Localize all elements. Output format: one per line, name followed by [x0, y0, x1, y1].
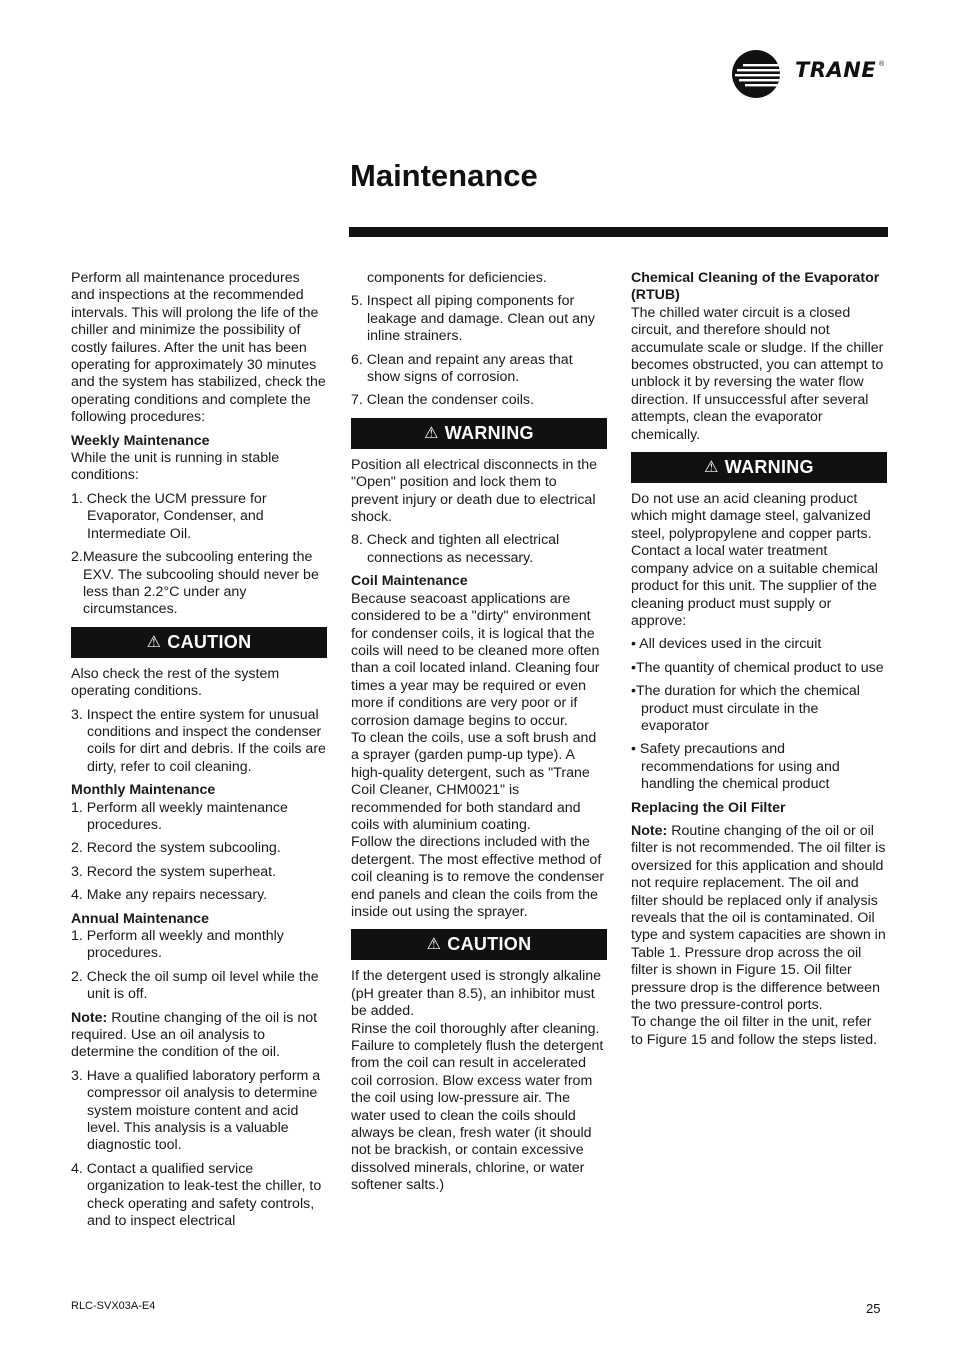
change-text: To change the oil filter in the unit, refer to Figure 15 and follow the steps listed. [631, 1014, 878, 1048]
trane-logo-icon [731, 49, 783, 99]
annual-item-8: 8. Check and tighten all electrical connections as necessary. [351, 532, 560, 566]
caution-text-2: Rinse the coil thoroughly after cleaning. Failure to completely flush the detergent from the coil can result in accelerated coil corrosion. Blow excess water from the coil using low-pressure air. The water used to clean the coils should always be clean, fresh water (it should not be brackish, or contain excessive dissolved minerals, chlorine, or water softener salts.) [351, 1020, 604, 1194]
annual-item-5: 5. Inspect all piping components for leakage and damage. Clean out any inline strainers. [351, 293, 595, 345]
coil-text-1: Because seacoast applications are considered to be a "dirty" environment for condenser coils, it is logical that the coils will need to be cleaned more often than a coil located inland. Cleaning four times a year may be required or even more if conditions are very poor or if corrosion damage begins to occur. [351, 590, 600, 729]
title-rule [349, 227, 888, 237]
annual-heading: Annual Maintenance [71, 910, 209, 927]
note-label-2: Note: [631, 822, 668, 839]
warning-triangle-icon: ⚠ [146, 633, 162, 651]
bullet-1: • All devices used in the circuit [631, 636, 822, 653]
monthly-item-4: 4. Make any repairs necessary. [71, 887, 268, 904]
column-1 [71, 270, 327, 1237]
bullet-4: • Safety precautions and recommendations for using and handling the chemical product [631, 741, 840, 793]
monthly-item-1: 1. Perform all weekly maintenance procedures. [71, 799, 288, 833]
coil-heading: Coil Maintenance [351, 573, 468, 590]
bullet-2: •The quantity of chemical product to use [631, 659, 884, 676]
registered-mark: ® [879, 61, 885, 68]
annual-item-6: 6. Clean and repaint any areas that show signs of corrosion. [351, 351, 573, 386]
coil-text-2: To clean the coils, use a soft brush and a sprayer (garden pump-up type). A high-quality detergent, such as "Trane Coil Cleaner, CHM0021" is recommended for both standard and coils with aluminium coating. [351, 729, 597, 833]
warning-triangle-icon: ⚠ [424, 424, 439, 442]
annual-item-3: 3. Have a qualified laboratory perform a compressor oil analysis to determine system moisture content and acid level. This analysis is a valuable diagnostic tool. [71, 1067, 321, 1154]
annual-item-7: 7. Clean the condenser coils. [351, 392, 534, 409]
monthly-item-3: 3. Record the system superheat. [71, 863, 277, 880]
chem-text: The chilled water circuit is a closed circuit, and therefore should not accumulate scale or sludge. If the chiller becomes obstructed, you can attempt to unblock it by reversing the water flow direction. If unsuccessful after several attempts, clean the evaporator chemically. [631, 304, 884, 443]
annual-note [71, 1010, 327, 1062]
oil-note [631, 823, 887, 1014]
weekly-item-3: 3. Inspect the entire system for unusual conditions and inspect the condenser coils for dirt and debris. If the coils are dirty, refer to coil cleaning. [71, 706, 326, 775]
annual-item-1: 1. Perform all weekly and monthly procedures. [71, 928, 284, 962]
column-3 [631, 270, 887, 1055]
monthly-item-2: 2. Record the system subcooling. [71, 840, 281, 857]
weekly-heading: Weekly Maintenance [71, 432, 210, 449]
column-2 [351, 270, 607, 1201]
annual-item-4: 4. Contact a qualified service organization to leak-test the chiller, to check operating and safety controls, and to inspect electrical [71, 1160, 322, 1230]
brand-name: TRANE [795, 58, 877, 82]
note-text-2: Routine changing of the oil or oil filter is not recommended. The oil filter is oversized for this application and should not require replacement. The oil and filter should be replaced only if analysis reveals that the oil is contaminated. Oil type and system capacities are shown in Table 1. Pressure drop across the oil filter is shown in Figure 15. Oil filter pressure drop is the difference between the two pressure-control ports. [631, 822, 886, 1014]
bullet-3: •The duration for which the chemical product must circulate in the evaporator [631, 683, 860, 734]
warning-banner-2 [631, 452, 887, 483]
note-text: Routine changing of the oil is not required. Use an oil analysis to determine the condition of the oil. [71, 1009, 318, 1061]
warning-label: WARNING [444, 422, 534, 443]
warning-text: Position all electrical disconnects in the "Open" position and lock them to prevent injury or death due to electrical shock. [351, 456, 598, 526]
warning-text-2: Contact a local water treatment company advice on a suitable chemical product for this unit. The supplier of the cleaning product must supply or approve: [631, 543, 878, 629]
weekly-item-1: 1. Check the UCM pressure for Evaporator, Condenser, and Intermediate Oil. [71, 490, 267, 542]
warning-banner [351, 418, 607, 449]
page-number: 25 [866, 1301, 881, 1316]
warning-triangle-icon: ⚠ [426, 936, 442, 954]
warning-text-1: Do not use an acid cleaning product which might damage steel, galvanized steel, polypropylene and copper parts. [631, 491, 872, 542]
weekly-intro: While the unit is running in stable conditions: [71, 450, 280, 484]
oil-heading: Replacing the Oil Filter [631, 799, 786, 816]
warning-triangle-icon: ⚠ [704, 458, 719, 476]
intro-text: Perform all maintenance procedures and inspections at the recommended intervals. This will prolong the life of the chiller and minimize the possibility of costly failures. After the unit has been operating for approximately 30 minutes and the system has stabilized, check the operating conditions and complete the following procedures: [71, 270, 326, 426]
annual-item-4-continued: components for deficiencies. [367, 270, 547, 286]
caution-banner-2 [351, 929, 607, 960]
warning-label-2: WARNING [724, 456, 814, 477]
chem-heading: Chemical Cleaning of the Evaporator (RTUB) [631, 270, 880, 304]
page-title: Maintenance [350, 158, 538, 193]
coil-text-3: Follow the directions included with the detergent. The most effective method of coil cleaning is to remove the condenser end panels and clean the coils from the inside out using the sprayer. [351, 834, 605, 920]
monthly-heading: Monthly Maintenance [71, 782, 216, 799]
caution-text-1: If the detergent used is strongly alkaline (pH greater than 8.5), an inhibitor must be added. [351, 968, 602, 1020]
note-label: Note: [71, 1009, 108, 1026]
annual-item-2: 2. Check the oil sump oil level while the unit is off. [71, 968, 319, 1003]
weekly-item-2: 2.Measure the subcooling entering the EXV. The subcooling should never be less than 2.2°C under any circumstances. [71, 549, 319, 618]
caution-label: CAUTION [167, 631, 252, 652]
caution-banner [71, 627, 327, 658]
caution-label-2: CAUTION [447, 934, 532, 955]
trane-logo [731, 49, 891, 99]
caution-text: Also check the rest of the system operating conditions. [71, 665, 280, 700]
doc-code: RLC-SVX03A-E4 [71, 1300, 156, 1312]
